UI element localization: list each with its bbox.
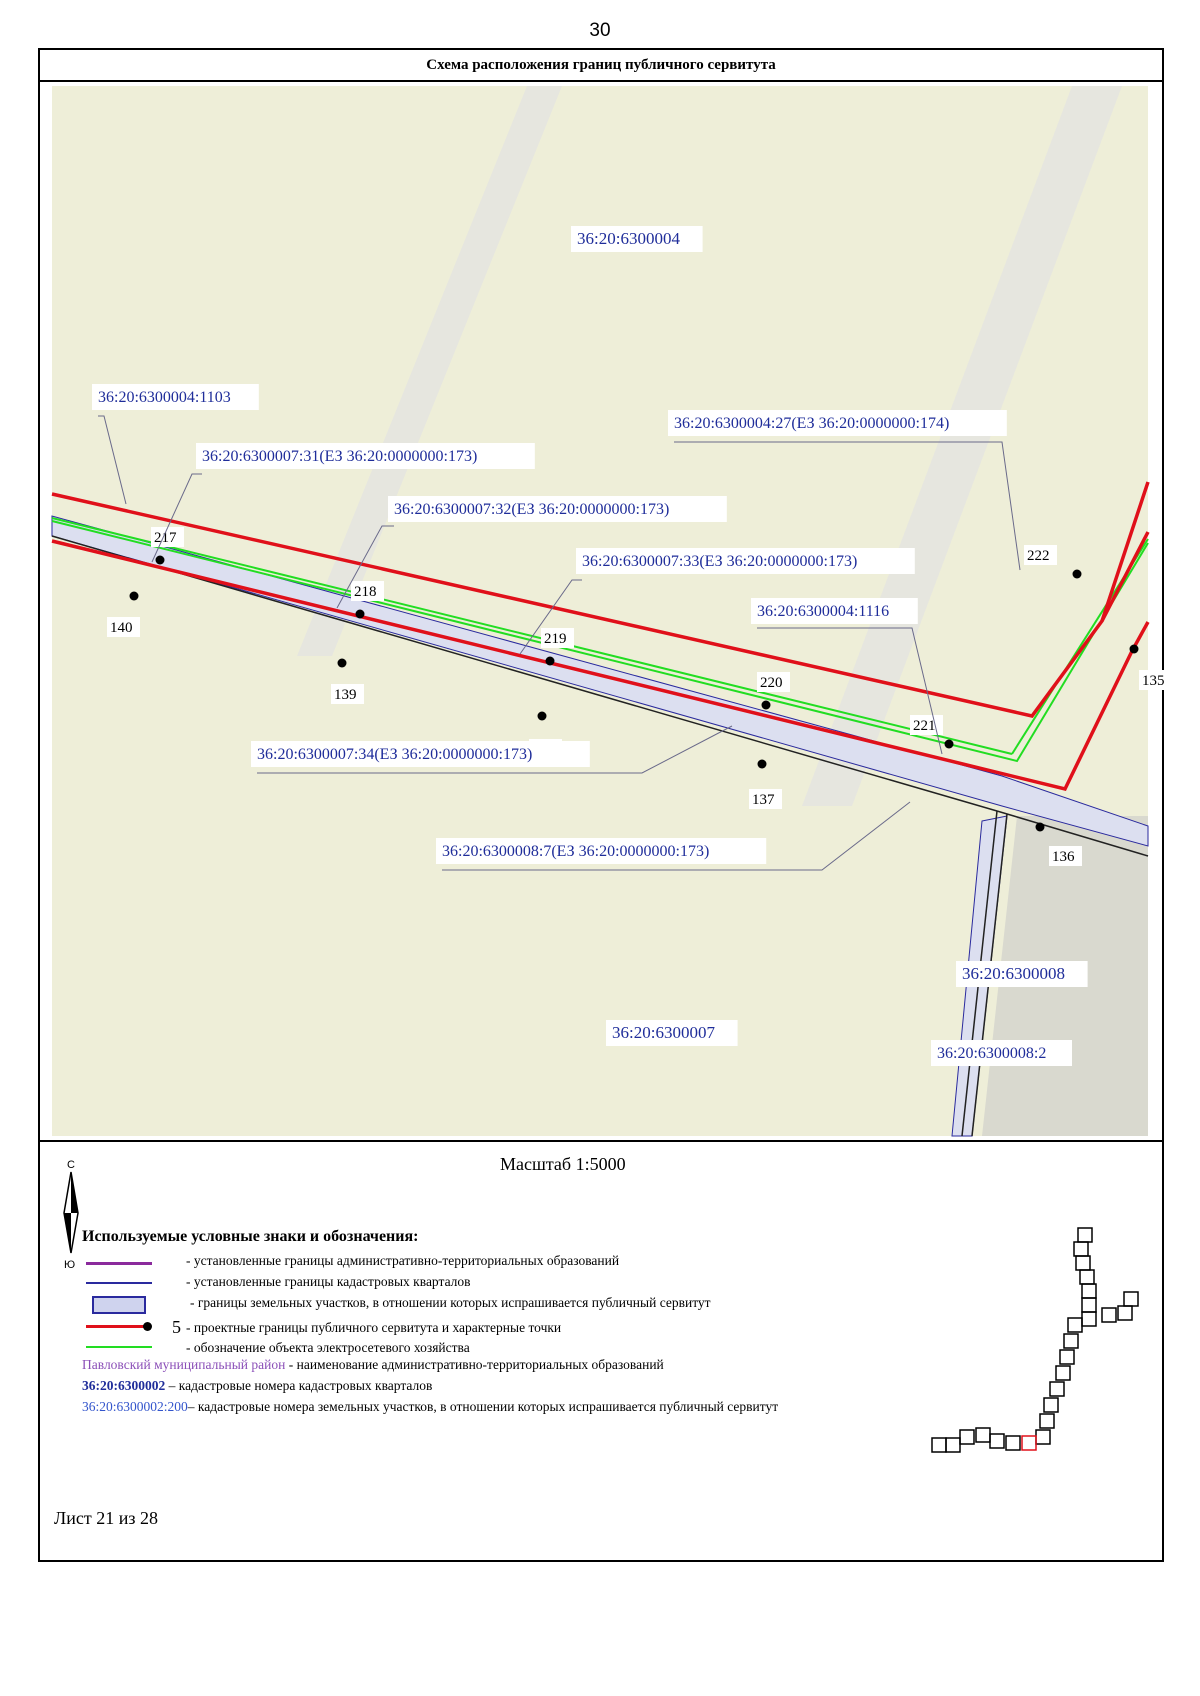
- sheet-index-square: [1082, 1284, 1096, 1298]
- legend-quarter-row: [82, 1378, 432, 1394]
- point-label-139: 139: [334, 687, 357, 703]
- legend-district-name: Павловский муниципальный район: [82, 1357, 286, 1372]
- sheet-index-square: [976, 1428, 990, 1442]
- sheet-index-square: [1080, 1270, 1094, 1284]
- boundary-point-136: [1036, 823, 1045, 832]
- legend-quarter-border-text: - установленные границы кадастровых кварталов: [186, 1274, 471, 1289]
- scheme-title: Схема расположения границ публичного сервитута: [40, 50, 1162, 82]
- sheet-index-square: [1050, 1382, 1064, 1396]
- legend-title: Используемые условные знаки и обозначения:: [82, 1228, 419, 1245]
- legend-servitude-text: - проектные границы публичного сервитута и характерные точки: [186, 1320, 562, 1335]
- legend-power-line-symbol: [86, 1346, 152, 1348]
- point-label-220: 220: [760, 675, 783, 691]
- legend-parcel-desc: – кадастровые номера земельных участков, в отношении которых испрашивается публичный сервитут: [187, 1399, 779, 1414]
- sheet-index-square: [1078, 1228, 1092, 1242]
- north-arrow-icon: [58, 1158, 84, 1271]
- legend-servitude-symbol: [86, 1325, 146, 1328]
- legend-parcel-text: - границы земельных участков, в отношении которых испрашивается публичный сервитут: [190, 1295, 711, 1310]
- sheet-index-square: [1060, 1350, 1074, 1364]
- point-label-136: 136: [1052, 849, 1075, 865]
- parcel-label: 36:20:6300007:33(ЕЗ 36:20:0000000:173): [582, 553, 858, 570]
- point-label-222: 222: [1027, 548, 1050, 564]
- quarter-label: 36:20:6300008: [962, 964, 1065, 983]
- sheet-index-square: [1124, 1292, 1138, 1306]
- sheet-index-square: [1076, 1256, 1090, 1270]
- parcel-label: 36:20:6300007:31(ЕЗ 36:20:0000000:173): [202, 448, 478, 465]
- sheet-index-square: [1082, 1312, 1096, 1326]
- legend-quarter-desc: – кадастровые номера кадастровых кварталов: [165, 1378, 433, 1393]
- point-label-135: 135: [1142, 673, 1165, 689]
- legend-parcel-symbol: [92, 1296, 146, 1314]
- point-label-219: 219: [544, 631, 567, 647]
- quarter-label: 36:20:6300004: [577, 229, 680, 248]
- boundary-point-217: [156, 556, 165, 565]
- parcel-label: 36:20:6300004:1116: [757, 603, 890, 620]
- cadastral-map[interactable]: [52, 86, 1165, 1136]
- point-label-137: 137: [752, 792, 775, 808]
- scale-label: Масштаб 1:5000: [500, 1154, 626, 1174]
- legend-power-line-text: - обозначение объекта электросетевого хозяйства: [186, 1340, 470, 1355]
- sheet-index-square: [990, 1434, 1004, 1448]
- legend-admin-border-symbol: [86, 1262, 152, 1265]
- sheet-index-square: [1102, 1308, 1116, 1322]
- sheet-index-square: [960, 1430, 974, 1444]
- page-number: 30: [589, 20, 611, 41]
- parcel-label: 36:20:6300007:32(ЕЗ 36:20:0000000:173): [394, 501, 670, 518]
- point-label-140: 140: [110, 620, 133, 636]
- sheet-index-square: [1064, 1334, 1078, 1348]
- legend-parcel-example: 36:20:6300002:200: [82, 1399, 188, 1414]
- legend-admin-border-text: - установленные границы административно-территориальных образований: [186, 1253, 620, 1268]
- point-label-217: 217: [154, 530, 177, 546]
- sheet-index-square: [1040, 1414, 1054, 1428]
- sheet-index-square: [1068, 1318, 1082, 1332]
- legend-quarter-border-symbol: [86, 1282, 152, 1284]
- sheet-index-square: [1074, 1242, 1088, 1256]
- legend-point-symbol: [143, 1322, 152, 1331]
- sheet-index-square: [1082, 1298, 1096, 1312]
- sheet-number: Лист 21 из 28: [54, 1508, 158, 1528]
- sheet-index-square: [1022, 1436, 1036, 1450]
- parcel-label: 36:20:6300008:2: [937, 1045, 1047, 1062]
- legend-point-number: 5: [172, 1317, 181, 1337]
- legend-quarter-example: 36:20:6300002: [82, 1378, 166, 1393]
- sheet-index-square: [1056, 1366, 1070, 1380]
- point-label-218: 218: [354, 584, 377, 600]
- boundary-point-138: [538, 712, 547, 721]
- sheet-index-map: [896, 1228, 1146, 1468]
- parcel-label: 36:20:6300008:7(ЕЗ 36:20:0000000:173): [442, 843, 710, 860]
- boundary-point-139: [338, 659, 347, 668]
- parcel-label: 36:20:6300004:1103: [98, 389, 231, 406]
- boundary-point-140: [130, 592, 139, 601]
- parcel-label: 36:20:6300007:34(ЕЗ 36:20:0000000:173): [257, 746, 533, 763]
- sheet-index-square: [932, 1438, 946, 1452]
- sheet-index-square: [1036, 1430, 1050, 1444]
- compass-north: С: [67, 1159, 75, 1171]
- boundary-point-220: [762, 701, 771, 710]
- boundary-point-219: [546, 657, 555, 666]
- legend-district-desc: - наименование административно-территориальных образований: [285, 1357, 664, 1372]
- boundary-point-218: [356, 610, 365, 619]
- boundary-point-221: [945, 740, 954, 749]
- boundary-point-137: [758, 760, 767, 769]
- boundary-point-222: [1073, 570, 1082, 579]
- boundary-point-135: [1130, 645, 1139, 654]
- compass-south: Ю: [64, 1259, 76, 1271]
- legend-district-row: [82, 1357, 664, 1373]
- parcel-label: 36:20:6300004:27(ЕЗ 36:20:0000000:174): [674, 415, 950, 432]
- map-divider: [40, 1140, 1162, 1142]
- legend-parcel-row: [82, 1399, 778, 1415]
- quarter-label: 36:20:6300007: [612, 1023, 715, 1042]
- sheet-index-square: [1118, 1306, 1132, 1320]
- sheet-index-square: [1006, 1436, 1020, 1450]
- sheet-index-square: [1044, 1398, 1058, 1412]
- point-label-221: 221: [913, 718, 936, 734]
- sheet-index-square: [946, 1438, 960, 1452]
